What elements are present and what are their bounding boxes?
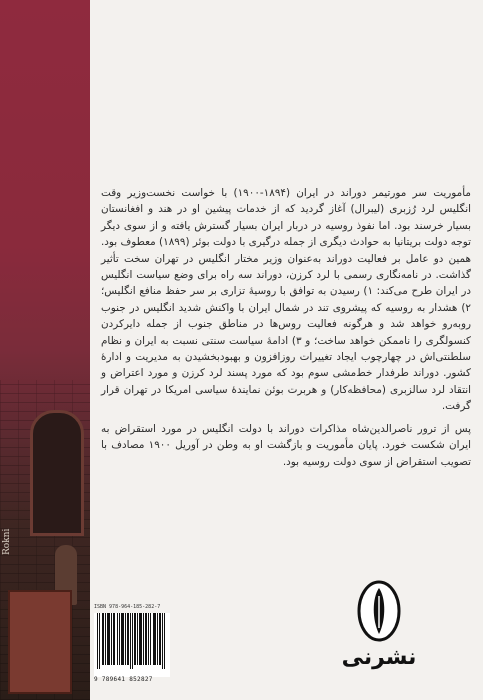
blurb-paragraph-1: مأموریت سر مورتیمر دوراند در ایران (۱۸۹۴-۱۹۰۰) با خواست نخست‌وزیر وقت انگلیس لرد رُزبری (لیبرال) آغاز گردید که از خدمات پیشین او در هند و افغانستان بسیار خرسند بود. اما نفوذ روسیه در دربار ایران بسیار گسترش یافته و از سوی دیگر توجه دولت بریتانیا به حوادث دیگری از جمله درگیری با دولت بوئر (۱۸۹۹) معطوف بود. همین دو عامل بر فعالیت دوراند به‌عنوان وزیر مختار انگلیس در تهران سخت تأثیر گذاشت. در نامه‌نگاری رسمی با لرد کرزن، دوراند سه راه برای وضع سیاست انگلیس در ایران طرح می‌کند: ۱) رسیدن به توافق با روسیهٔ تزاری بر سر حفظ منافع انگلیس؛ ۲) هشدار به روسیه که پیشروی تند در شمال ایران با واکنش شدید انگلیس در جنوب روبه‌رو خواهد شد و هرگونه فعالیت روس‌ها در مناطق جنوب از جمله دایرکردن کنسولگری را ناممکن خواهد ساخت؛ و ۳) ادامهٔ سیاست سنتی نسبت به ایران و نظام سلطنتی‌اش در چهارچوب ایجاد تغییرات روزافزون و بهبودبخشیدن به مدیریت و ادارهٔ کشور. دوراند طرفدار خط‌مشی سوم بود که مورد پسند لرد کرزن و مورد اعتراض و انتقاد لرد سالزبری (محافظه‌کار) و هربرت بوئن نمایندهٔ سیاسی امریکا در تهران قرار گرفت. <box>101 187 472 413</box>
barcode-number: 9 789641 852827 <box>94 676 153 683</box>
isbn-label: ISBN 978-964-185-282-7 <box>94 604 161 610</box>
publisher-name: نشرنی <box>341 645 417 670</box>
photographer-signature: Rokni <box>2 528 12 555</box>
arched-doorway <box>30 410 84 536</box>
publisher-logo <box>340 580 418 680</box>
back-cover-blurb <box>101 185 471 470</box>
reed-pen-logo-icon <box>356 580 402 642</box>
cover-photo-strip <box>0 0 90 700</box>
barcode <box>94 613 170 677</box>
barcode-icon <box>96 613 168 669</box>
wooden-crate <box>8 590 72 694</box>
blurb-paragraph-2: پس از ترور ناصرالدین‌شاه مذاکرات دوراند با دولت انگلیس در مورد استقراض به ایران شکست خورد. پایان مأموریت و بازگشت او به وطن در آوریل ۱۹۰۰ مصادف با تصویب استقراض از سوی دولت روسیه بود. <box>101 422 471 468</box>
isbn-barcode-block <box>94 604 170 690</box>
